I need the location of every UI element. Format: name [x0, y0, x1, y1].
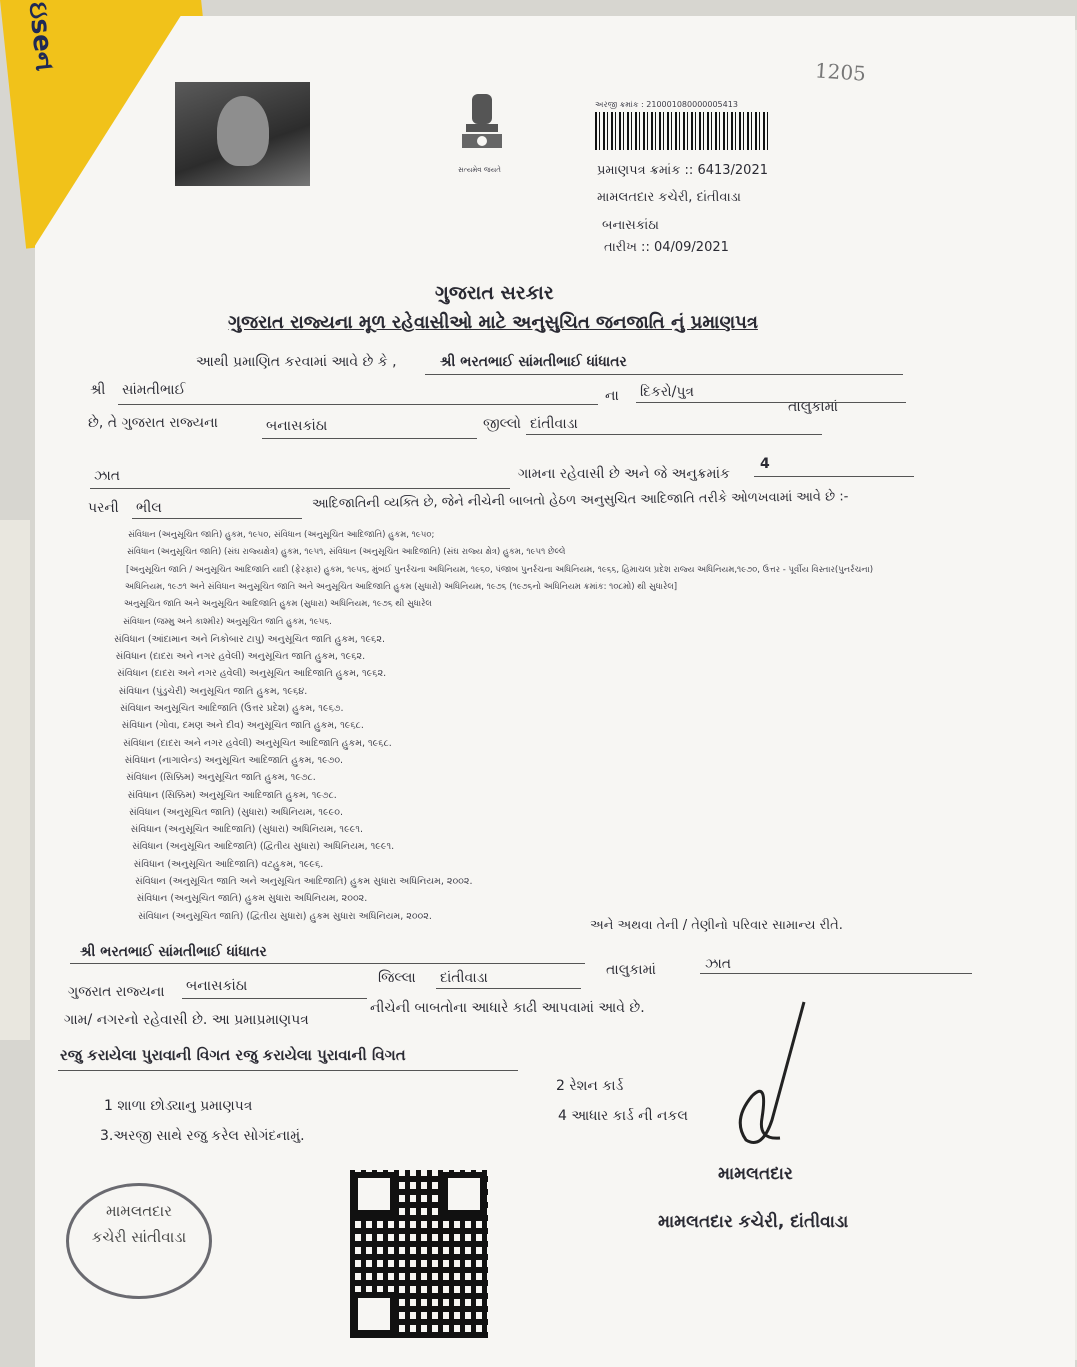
na-label: ના [605, 388, 619, 404]
district-label: જીલ્લો [483, 416, 521, 432]
applicant-name-repeat: શ્રી ભરતભાઈ સાંમતીભાઈ ધાંધાતર [80, 944, 267, 960]
designation: મામલતદાર [718, 1164, 793, 1184]
village-text: ગામ/ નગરનો રહેવાસી છે. આ પ્રમાપ્રમાણપત્ર [64, 1012, 309, 1028]
caste-label: ઝાત [94, 468, 121, 484]
applicant-photo [175, 82, 310, 186]
village-label: ગામના રહેવાસી છે અને જે અનુક્રમાંક [518, 466, 730, 482]
family-text: અને અથવા તેની / તેણીનો પરિવાર સામાન્ય રીતે. [590, 918, 843, 933]
emblem-caption: સત્યમેવ જયતે [458, 166, 501, 174]
order-item: સંવિધાન (અનુસૂચિત જાતિ અને અનુસૂચિત આદિજાતિ) હુકમ સુધારા અધિનિયમ, ૨૦૦૨. [135, 876, 473, 887]
side-strip [0, 540, 36, 1000]
lower-taluka-value: દાંતીવાડા [440, 970, 488, 986]
order-item: સંવિધાન (નાગાલેન્ડ) અનુસૂચિત આદિજાતિ હુકમ, ૧૯૭૦. [124, 754, 344, 766]
order-item: સંવિધાન (અનુસૂચિત જાતિ) હુકમ સુધારા અધિનિયમ, ૨૦૦૨. [136, 893, 368, 905]
government-title: ગુજરાત સરકાર [435, 282, 554, 304]
lower-caste-label: ઝાત [705, 956, 732, 972]
lower-district-value: બનાસકાંઠા [186, 978, 248, 994]
order-item: સંવિધાન (આંદામાન અને નિકોબાર ટાપુ) અનુસૂચિત જાતિ હુકમ, ૧૯૬૨. [114, 633, 385, 645]
lower-district-label: જિલ્લા [378, 970, 416, 986]
evidence-item-3: 3.અરજી સાથે રજુ કરેલ સોગંદનામું. [100, 1128, 305, 1144]
evidence-item-4: 4 આધાર કાર્ડ ની નકલ [558, 1108, 688, 1124]
barcode [595, 112, 770, 150]
applicant-name: શ્રી ભરતભાઈ સાંમતીભાઈ ધાંધાતર [440, 354, 627, 370]
order-item: સંવિધાન (દાદરા અને નગર હવેલી) અનુસૂચિત આદિજાતિ હુકમ, ૧૯૬૮. [123, 737, 392, 749]
footer-office: મામલતદાર કચેરી, દાંતીવાડા [658, 1212, 849, 1232]
evidence-item-2: 2 રેશન કાર્ડ [556, 1078, 624, 1094]
lower-state-label: ગુજરાત રાજ્યના [68, 984, 165, 1000]
order-item: સંવિધાન (સિક્કિમ) અનુસૂચિત જાતિ હુકમ, ૧૯૭૮. [126, 772, 316, 784]
father-name: સાંમતીભાઈ [122, 382, 186, 398]
issuing-office: મામલતદાર કચેરી, દાંતીવાડા [597, 190, 741, 205]
lower-taluka-label: તાલુકામાં [606, 962, 656, 978]
evidence-heading: રજુ કરાયેલા પુરાવાની વિગત રજુ કરાયેલા પુરાવાની વિગત [60, 1046, 406, 1064]
signature-mark [732, 1000, 842, 1170]
qr-code [350, 1170, 488, 1338]
seal-line-2: કચેરી સાંતીવાડા [91, 1228, 187, 1246]
order-item: અધિનિયમ, ૧૯૭૧ અને સંવિધાન અનુસૂચિત જાતિ અને અનુસૂચિત આદિજાતિ હુકમ (સુધારો) અધિનિયમ, ૧૯૭૬ (૧૯૭૬નો અધિનિયમ ક્રમાંક: ૧૦૮મો) થી સુધારેલ] [125, 581, 678, 592]
order-item: સંવિધાન (સિક્કિમ) અનુસૂચિત આદિજાતિ હુકમ, ૧૯૭૮. [127, 789, 337, 801]
relation: દિકરો/પુત્ર [640, 384, 695, 400]
order-item: સંવિધાન (જમ્મુ અને કાશ્મીર) અનુસૂચિત જાતિ હુકમ, ૧૯૫૬. [123, 616, 332, 627]
issue-date: તારીખ :: 04/09/2021 [604, 240, 729, 255]
taluka-label: તાલુકામાં [788, 399, 838, 415]
serial-number: 4 [760, 456, 770, 472]
taluka-value: દાંતીવાડા [530, 416, 578, 432]
folder-label: ઇseન [22, 0, 60, 73]
state-label: છે, તે ગુજરાત રાજ્યના [88, 415, 218, 431]
order-item: [અનુસૂચિત જાતિ / અનુસૂચિત આદિજાતિ યાદી (ફેરફાર) હુકમ, ૧૯૫૬, મુંબઈ પુનર્રચના અધિનિયમ, ૧૯૬૦, પંજાબ પુનર્રચના અધિનિયમ, ૧૯૬૬, હિમાચલ પ્રદેશ રાજ્ય અધિનિયમ,૧૯૭૦, ઉત્તર - પૂર્વીય વિસ્તાર(પુનર્રચના) [126, 564, 874, 575]
certificate-number: પ્રમાણપત્ર ક્રમાંક :: 6413/2021 [597, 163, 768, 178]
certificate-heading: ગુજરાત રાજ્યના મૂળ રહેવાસીઓ માટે અનુસુચિત જનજાતિ નું પ્રમાણપત્ર [228, 312, 758, 333]
order-item: સંવિધાન (અનુસૂચિત જાતિ) (સુધારા) અધિનિયમ, ૧૯૯૦. [129, 806, 344, 818]
basis-text: નીચેની બાબતોના આધારે કાઢી આપવામાં આવે છે. [370, 1000, 645, 1016]
order-item: સંવિધાન (દાદરા અને નગર હવેલી) અનુસૂચિત આદિજાતિ હુકમ, ૧૯૬૨. [117, 668, 387, 680]
order-item: સંવિધાન (ગોવા, દમણ અને દીવ) અનુસૂચિત જાતિ હુકમ, ૧૯૬૮. [121, 720, 364, 732]
order-item: સંવિધાન (અનુસૂચિત જાતિ) (દ્વિતીય સુધારા) હુકમ સુધારા અધિનિયમ, ૨૦૦૨. [138, 910, 432, 922]
ashoka-emblem-icon [452, 90, 512, 170]
order-item: સંવિધાન અનુસૂચિત આદિજાતિ (ઉત્તર પ્રદેશ) હુકમ, ૧૯૬૭. [120, 703, 344, 714]
father-prefix: શ્રી [90, 382, 106, 398]
tribe-suffix: આદિજાતિની વ્યક્તિ છે, જેને નીચેની બાબતો હેઠળ અનુસુચિત આદિજાતિ તરીકે ઓળખવામાં આવે છે :- [311, 489, 849, 512]
certify-label: આથી પ્રમાણિત કરવામાં આવે છે કે , [196, 354, 397, 370]
evidence-item-1: 1 શાળા છોડ્યાનુ પ્રમાણપત્ર [104, 1098, 253, 1114]
margin-number: 1205 [814, 58, 867, 86]
seal-line-1: મામલતદાર [106, 1202, 172, 1220]
tribe-prefix: પરની [88, 500, 119, 516]
order-item: સંવિધાન (દાદરા અને નગર હવેલી) અનુસૂચિત જાતિ હુકમ, ૧૯૬૨. [115, 651, 366, 663]
order-item: સંવિધાન (અનુસૂચિત જાતિ) હુકમ, ૧૯૫૦, સંવિધાન (અનુસૂચિત આદિજાતિ) હુકમ, ૧૯૫૦; [128, 530, 435, 540]
office-seal [66, 1183, 212, 1299]
application-number: અરજી ક્રમાંક : 210001080000005413 [595, 100, 738, 109]
order-item: સંવિધાન (અનુસૂચિત જાતિ) (સંઘ રાજ્યક્ષેત્ર) હુકમ, ૧૯૫૧, સંવિધાન (અનુસૂચિત આદિજાતિ) (સંઘ રાજ્ય ક્ષેત્ર) હુકમ, ૧૯૫૧ છેલ્લે [127, 547, 566, 558]
tribe-name: ભીલ [136, 500, 162, 516]
order-item: સંવિધાન (પુંડુચેરી) અનુસૂચિત જાતિ હુકમ, ૧૯૬૪. [118, 685, 308, 697]
order-item: અનુસૂચિત જાતિ અને અનુસૂચિત આદિજાતિ હુકમ (સુધારા) અધિનિયમ, ૧૯૭૬ થી સુધારેલ [124, 599, 432, 610]
order-item: સંવિધાન (અનુસૂચિત આદિજાતિ) (સુધારા) અધિનિયમ, ૧૯૯૧. [130, 824, 364, 836]
order-item: સંવિધાન (અનુસૂચિત આદિજાતિ) વટહુકમ, ૧૯૯૬. [133, 858, 324, 870]
district-value: બનાસકાંઠા [266, 418, 328, 434]
order-item: સંવિધાન (અનુસૂચિત આદિજાતિ) (દ્વિતીય સુધારા) અધિનિયમ, ૧૯૯૧. [132, 841, 395, 853]
issuing-district: બનાસકાંઠા [602, 218, 659, 233]
